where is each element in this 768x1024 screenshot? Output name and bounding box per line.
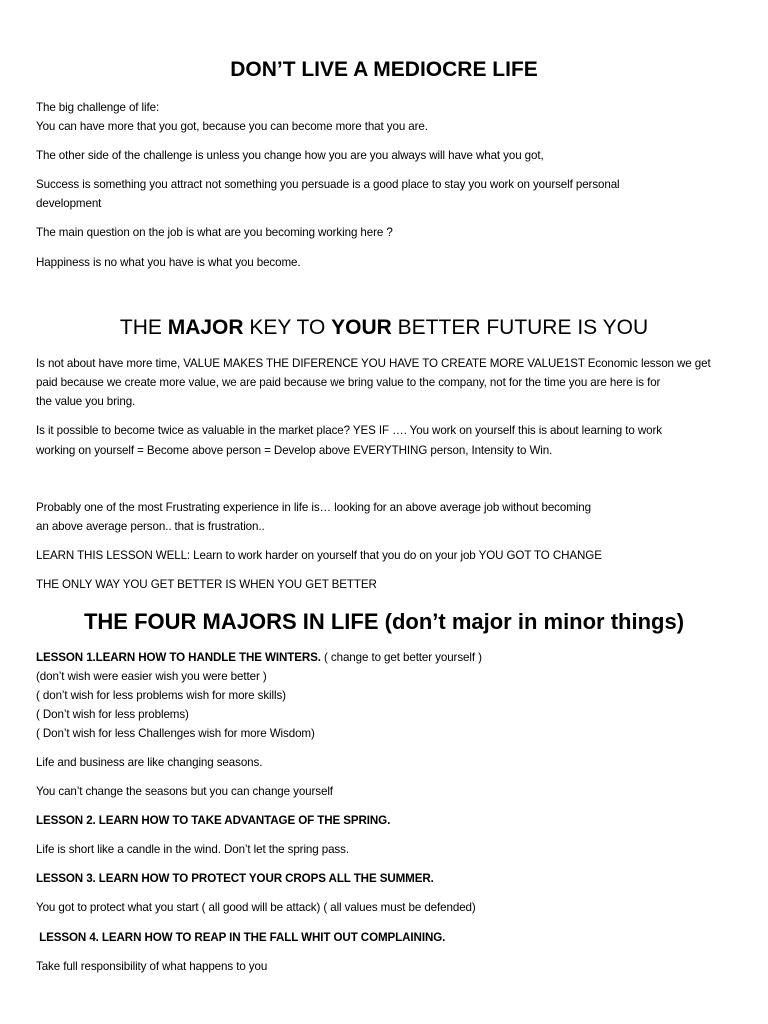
heading-emphasis: YOUR (331, 316, 392, 339)
intro-line: The other side of the challenge is unless you change how you are you always will have what you got, (36, 149, 544, 162)
body-line: LEARN THIS LESSON WELL: Learn to work harder on yourself that you do on your job YOU GOT TO CHANGE (36, 549, 602, 562)
body-line: Is it possible to become twice as valuable in the market place? YES IF …. You work on yourself this is about learning to work (36, 424, 662, 437)
intro-line: Success is something you attract not something you persuade is a good place to stay you work on yourself personal (36, 178, 620, 191)
body-line: THE ONLY WAY YOU GET BETTER IS WHEN YOU GET BETTER (36, 578, 377, 591)
body-line: working on yourself = Become above person = Develop above EVERYTHING person, Intensity to Win. (36, 444, 553, 457)
body-line: paid because we create more value, we are paid because we bring value to the company, not for the time you are here is for (36, 376, 661, 389)
body-line: You got to protect what you start ( all good will be attack) ( all values must be defended) (36, 901, 476, 914)
heading-text: BETTER FUTURE IS YOU (391, 316, 649, 339)
body-line: ( Don’t wish for less problems) (36, 708, 189, 721)
body-line: Life and business are like changing seasons. (36, 756, 263, 769)
intro-line: Happiness is no what you have is what you become. (36, 256, 301, 269)
section-heading-major-key (0, 316, 768, 340)
body-line: ( Don’t wish for less Challenges wish for more Wisdom) (36, 727, 315, 740)
body-line: ( don’t wish for less problems wish for more skills) (36, 689, 286, 702)
body-line: Is not about have more time, VALUE MAKES THE DIFERENCE YOU HAVE TO CREATE MORE VALUE1ST Economic lesson we get (36, 357, 711, 370)
lesson-1-heading: LESSON 1.LEARN HOW TO HANDLE THE WINTERS. (36, 651, 321, 664)
body-line: You can’t change the seasons but you can change yourself (36, 785, 333, 798)
body-line: Life is short like a candle in the wind. Don’t let the spring pass. (36, 843, 349, 856)
page-title: DON’T LIVE A MEDIOCRE LIFE (230, 58, 538, 81)
section-heading-four-majors: THE FOUR MAJORS IN LIFE (don’t major in minor things) (83, 609, 685, 634)
body-line: the value you bring. (36, 395, 136, 408)
intro-line: development (36, 197, 102, 210)
intro-line: The main question on the job is what are you becoming working here ? (36, 226, 393, 239)
body-line: Take full responsibility of what happens to you (36, 960, 268, 973)
lesson-4-heading: LESSON 4. LEARN HOW TO REAP IN THE FALL WHIT OUT COMPLAINING. (36, 931, 446, 944)
body-line: Probably one of the most Frustrating experience in life is… looking for an above average job without becoming (36, 501, 591, 514)
intro-line: The big challenge of life: (36, 101, 160, 114)
body-line: (don’t wish were easier wish you were better ) (36, 670, 267, 683)
lesson-2-heading: LESSON 2. LEARN HOW TO TAKE ADVANTAGE OF THE SPRING. (36, 814, 391, 827)
heading-text: THE (119, 316, 168, 339)
body-line: an above average person.. that is frustration.. (36, 520, 265, 533)
intro-line: You can have more that you got, because you can become more that you are. (36, 120, 428, 133)
lesson-3-heading: LESSON 3. LEARN HOW TO PROTECT YOUR CROPS ALL THE SUMMER. (36, 872, 434, 885)
lesson-1-line (36, 650, 482, 666)
heading-emphasis: MAJOR (167, 316, 244, 339)
lesson-1-note: ( change to get better yourself ) (320, 651, 482, 664)
heading-text: KEY TO (243, 316, 332, 339)
